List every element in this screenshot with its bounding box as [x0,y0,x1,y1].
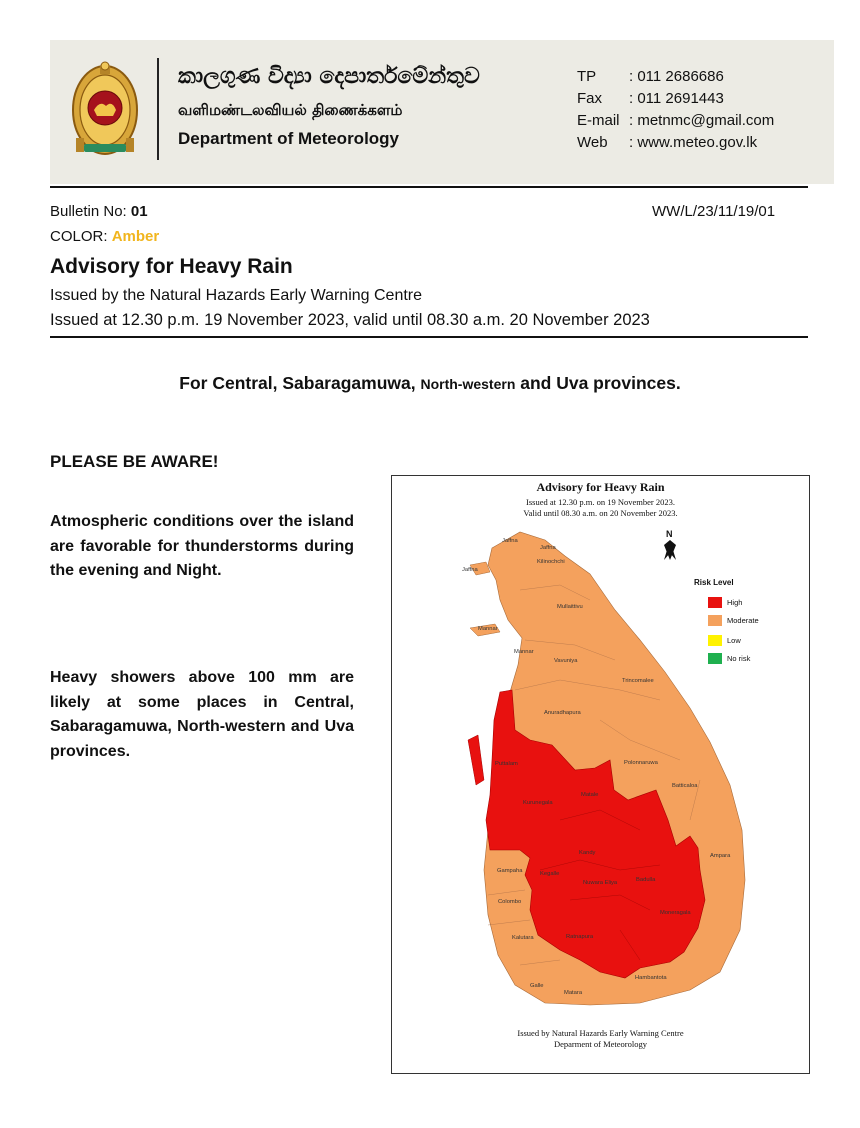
color-value: Amber [111,228,160,245]
bulletin-number: Bulletin No: 01 [50,203,148,220]
contact-block [577,66,774,154]
district-label: Moneragala [660,910,691,916]
legend-label-moderate: Moderate [727,616,759,625]
district-label: Kilinochchi [537,559,565,565]
district-label: Matara [564,990,583,996]
district-label: Vavuniya [554,658,578,664]
district-label: Kalutara [512,935,534,941]
district-label: Nuwara Eliya [583,880,618,886]
district-label: Ampara [710,853,731,859]
north-label: N [666,529,673,539]
bulletin-reference: WW/L/23/11/19/01 [652,203,776,220]
district-label: Matale [581,792,599,798]
bulletin-color: COLOR: Amber [50,228,160,245]
district-label: Kurunegala [523,800,553,806]
district-label: Trincomalee [622,678,654,684]
contact-web: Web : www.meteo.gov.lk [577,134,758,151]
district-label: Jaffna [462,567,478,573]
district-label: Mannar [514,649,534,655]
provinces-heading: For Central, Sabaragamuwa, North-western and Uva provinces. [179,373,681,393]
district-label: Mannar [478,626,498,632]
district-label: Badulla [636,877,656,883]
sri-lanka-map [391,475,809,1073]
paragraph-conditions: Atmospheric conditions over the island are favorable for thunderstorms during the evening and Night. [50,513,354,579]
legend-swatch-no-risk [708,653,722,664]
aware-heading: PLEASE BE AWARE! [50,452,219,471]
contact-fax: Fax : 011 2691443 [577,90,724,107]
bulletin-rule [50,336,808,338]
district-label: Kandy [579,850,596,856]
paragraph-heavy-showers: Heavy showers above 100 mm are likely at some places in Central, Sabaragamuwa, North-western and Uva provinces. [50,669,354,760]
district-label: Jaffna [502,538,518,544]
org-name-sinhala: කාලගුණ විද්‍යා දෙපාර්තමේන්තුව [178,64,480,89]
issued-by: Issued by the Natural Hazards Early Warning Centre [50,287,423,304]
legend-swatch-moderate [708,615,722,626]
issued-at: Issued at 12.30 p.m. 19 November 2023, valid until 08.30 a.m. 20 November 2023 [50,311,650,329]
district-label: Polonnaruwa [624,760,658,766]
district-label: Colombo [498,899,522,905]
district-label: Anuradhapura [544,710,581,716]
legend-label-high: High [727,598,743,607]
district-label: Jaffna [540,545,556,551]
bulletin-title: Advisory for Heavy Rain [50,255,293,278]
org-name-tamil: வளிமண்டலவியல் திணைக்களம் [178,101,403,119]
district-label: Kegalle [540,871,560,877]
legend-title: Risk Level [694,578,734,587]
map-footer-issued: Issued by Natural Hazards Early Warning Centre [517,1028,684,1038]
map-subtitle-valid: Valid until 08.30 a.m. on 20 November 2023. [523,508,678,518]
map-footer-department: Deparment of Meteorology [554,1039,647,1049]
contact-email: E-mail : metnmc@gmail.com [577,112,775,129]
district-label: Ratnapura [566,934,594,940]
district-label: Galle [530,983,544,989]
district-label: Batticaloa [672,783,698,789]
legend-swatch-high [708,597,722,608]
legend-label-low: Low [727,636,741,645]
puttalam-coast [468,735,484,785]
district-label: Gampaha [497,868,523,874]
header-rule [50,186,808,188]
north-arrow-icon [664,540,676,560]
legend-label-no-risk: No risk [727,654,751,663]
district-label: Puttalam [495,761,518,767]
contact-tp: TP : 011 2686686 [577,68,724,85]
district-label: Mullaittivu [557,604,583,610]
header-divider [157,58,159,160]
district-label: Hambantota [635,975,667,981]
org-name-english: Department of Meteorology [178,129,400,148]
sri-lanka-emblem-icon [70,58,140,158]
legend-swatch-low [708,635,722,646]
map-title: Advisory for Heavy Rain [536,480,665,494]
map-subtitle-issued: Issued at 12.30 p.m. on 19 November 2023. [526,497,675,507]
